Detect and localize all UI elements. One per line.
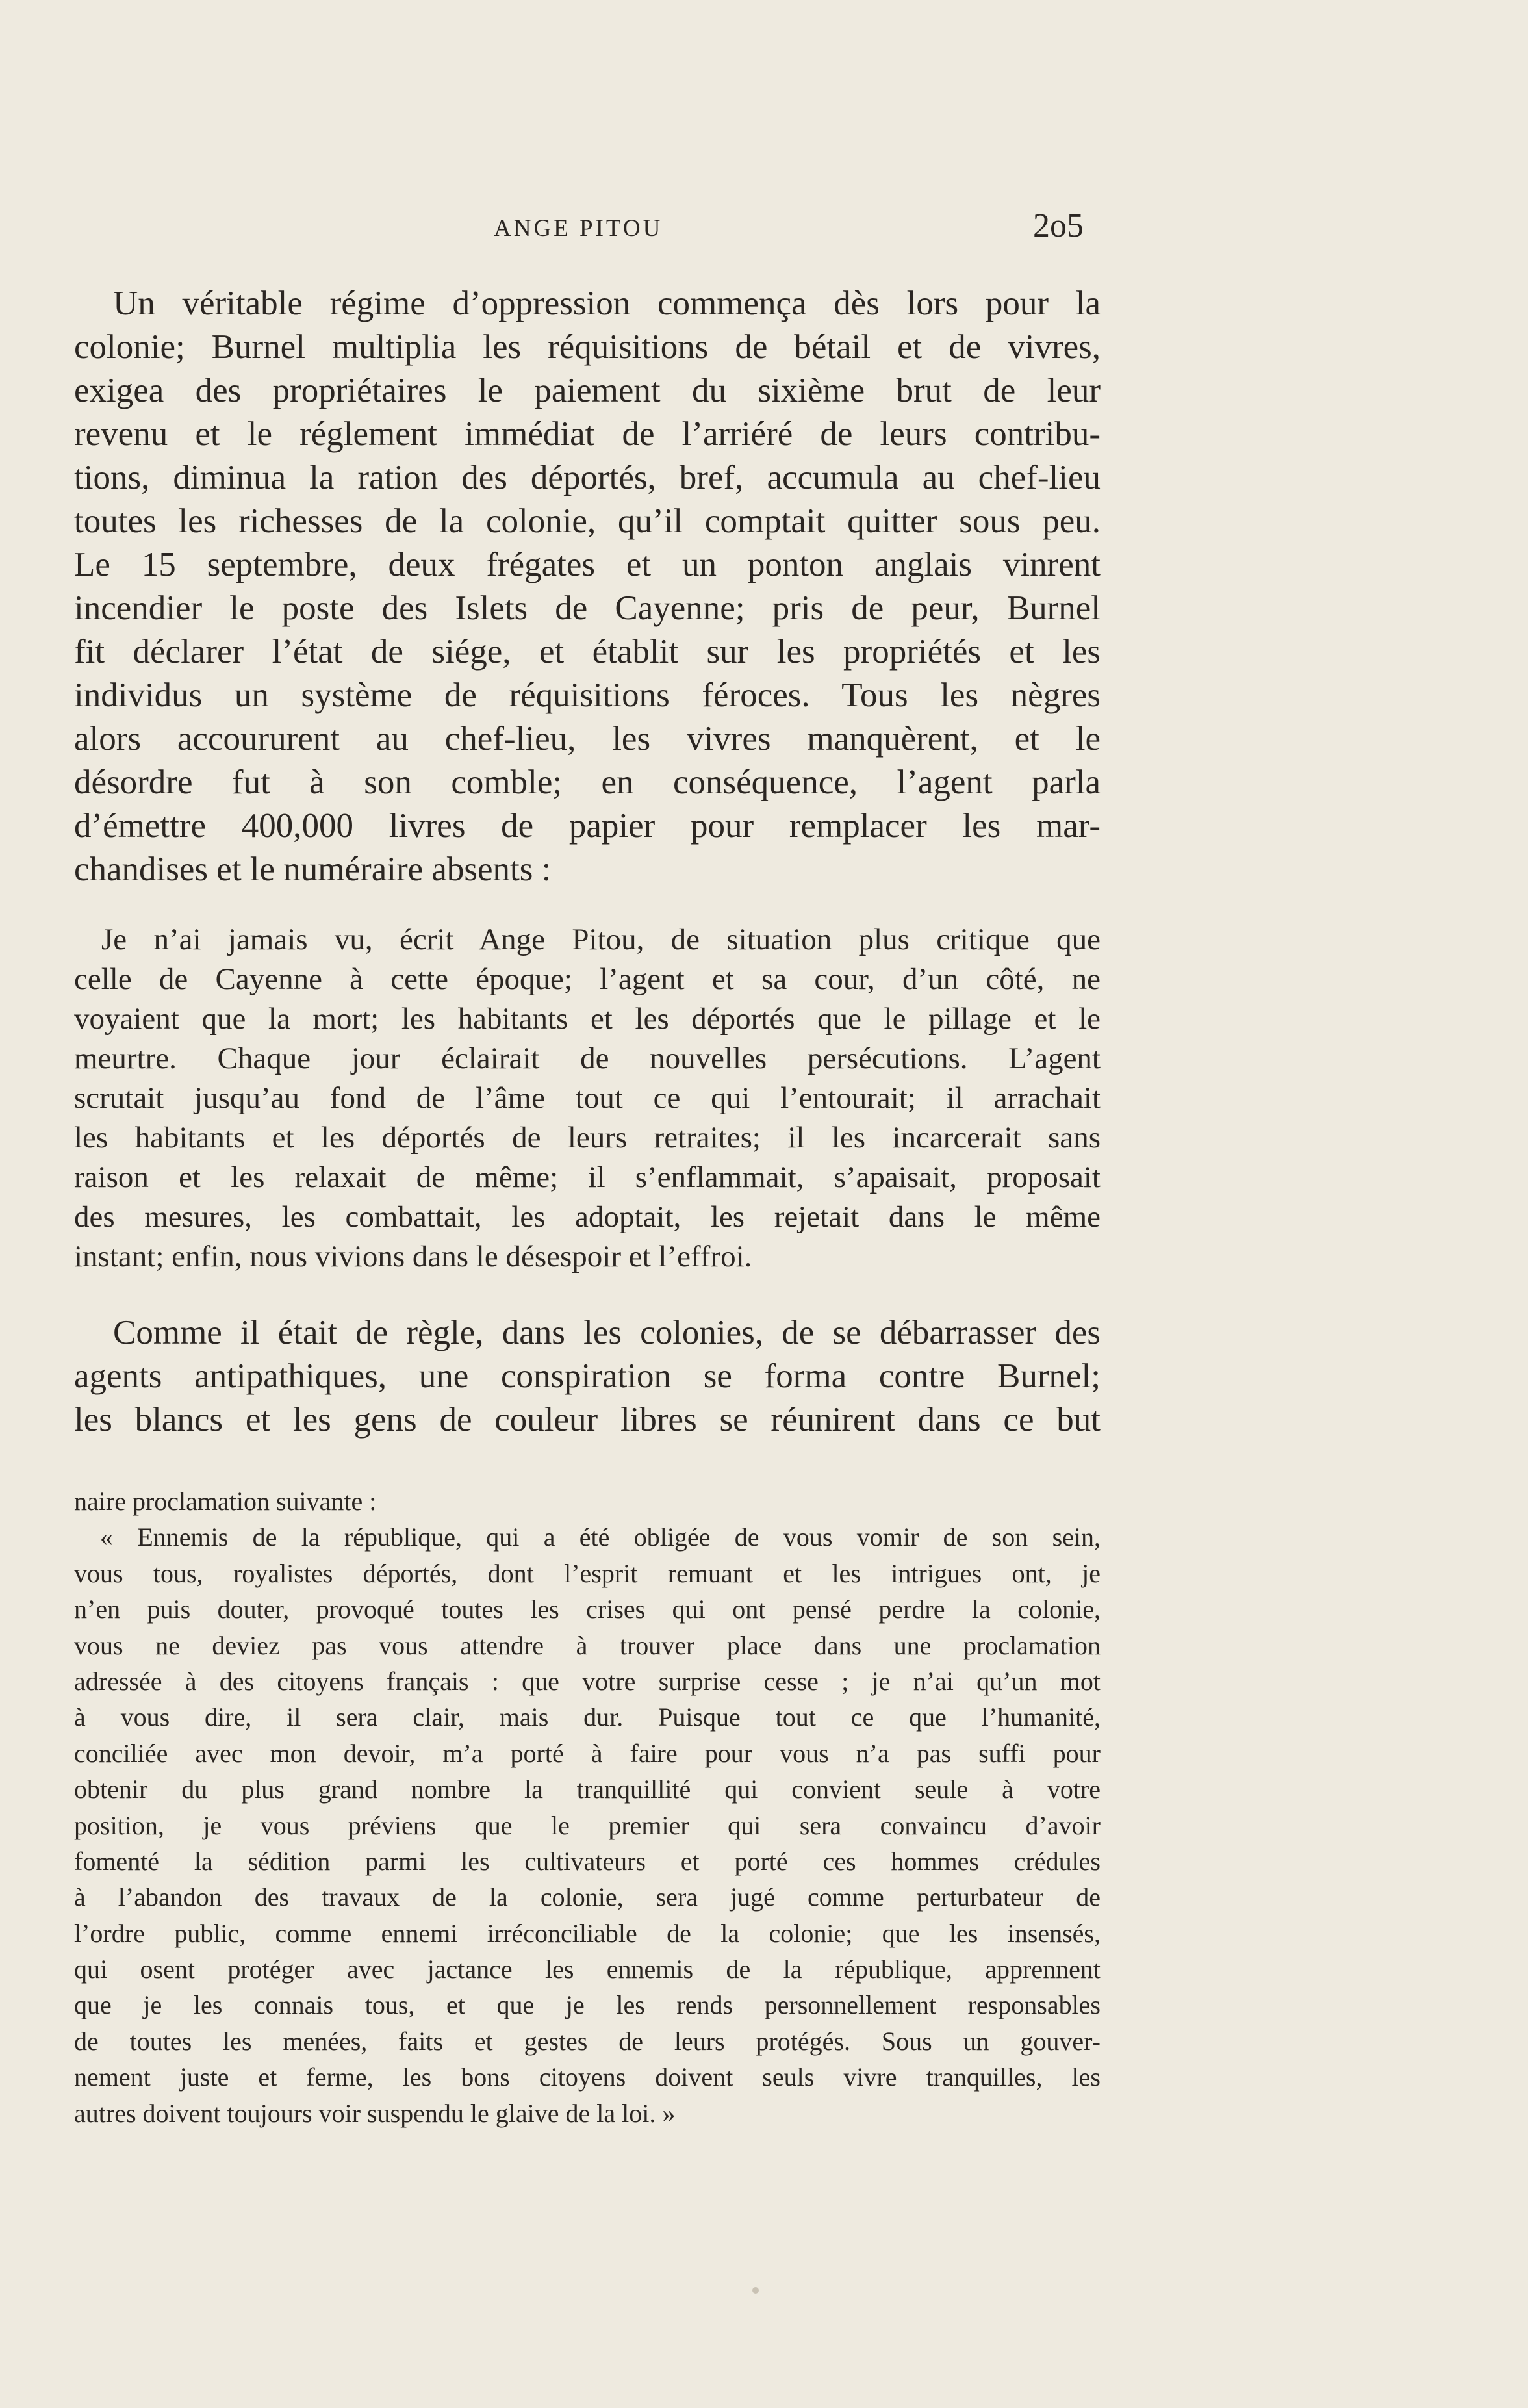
note-line: l’ordre public, comme ennemi irréconciliable de la colonie; que les insensés, <box>74 1918 1101 1948</box>
text-line: Comme il était de règle, dans les colonies, de se débarrasser des <box>113 1314 1101 1351</box>
note-line: nement juste et ferme, les bons citoyens doivent seuls vivre tranquilles, les <box>74 2062 1101 2092</box>
text-line: agents antipathiques, une conspiration se forma contre Burnel; <box>74 1357 1101 1395</box>
paragraph-conspiration <box>74 1311 1101 1442</box>
note-line: vous tous, royalistes déportés, dont l’esprit remuant et les intrigues ont, je <box>74 1558 1101 1588</box>
quote-line: Je n’ai jamais vu, écrit Ange Pitou, de situation plus critique que <box>101 923 1101 956</box>
note-line: adressée à des citoyens français : que votre surprise cesse ; je n’ai qu’un mot <box>74 1666 1101 1696</box>
quote-line: raison et les relaxait de même; il s’enflammait, s’apaisait, proposait <box>74 1160 1101 1194</box>
text-line: Un véritable régime d’oppression commença dès lors pour la <box>113 285 1101 322</box>
note-line: qui osent protéger avec jactance les ennemis de la république, apprennent <box>74 1954 1101 1984</box>
quote-line: scrutait jusqu’au fond de l’âme tout ce qui l’entourait; il arrachait <box>74 1081 1101 1115</box>
text-line: toutes les richesses de la colonie, qu’il comptait quitter sous peu. <box>74 502 1101 540</box>
quote-line: meurtre. Chaque jour éclairait de nouvelles persécutions. L’agent <box>74 1042 1101 1075</box>
quote-line: celle de Cayenne à cette époque; l’agent et sa cour, d’un côté, ne <box>74 962 1101 996</box>
note-line: n’en puis douter, provoqué toutes les crises qui ont pensé perdre la colonie, <box>74 1595 1101 1624</box>
text-line: chandises et le numéraire absents : <box>74 851 552 888</box>
footnote-proclamation <box>74 1483 1101 2131</box>
text-line: d’émettre 400,000 livres de papier pour remplacer les mar- <box>74 807 1101 845</box>
quoted-passage <box>74 920 1101 1277</box>
note-line: fomenté la sédition parmi les cultivateurs et porté ces hommes crédules <box>74 1846 1101 1876</box>
text-line: les blancs et les gens de couleur libres se réunirent dans ce but <box>74 1401 1101 1439</box>
note-line: à vous dire, il sera clair, mais dur. Puisque tout ce que l’humanité, <box>74 1702 1101 1732</box>
text-line: colonie; Burnel multiplia les réquisitions de bétail et de vivres, <box>74 328 1101 366</box>
note-line: conciliée avec mon devoir, m’a porté à faire pour vous n’a pas suffi pour <box>74 1738 1101 1768</box>
paper-speck <box>752 2287 759 2294</box>
text-line: Le 15 septembre, deux frégates et un ponton anglais vinrent <box>74 546 1101 583</box>
text-line: fit déclarer l’état de siége, et établit sur les propriétés et les <box>74 633 1101 671</box>
quote-line: voyaient que la mort; les habitants et les déportés que le pillage et le <box>74 1002 1101 1036</box>
note-line: position, je vous préviens que le premier qui sera convaincu d’avoir <box>74 1810 1101 1840</box>
quote-line: les habitants et les déportés de leurs retraites; il les incarcerait sans <box>74 1121 1101 1155</box>
text-line: revenu et le réglement immédiat de l’arriéré de leurs contribu- <box>74 415 1101 453</box>
note-line: de toutes les menées, faits et gestes de leurs protégés. Sous un gouver- <box>74 2026 1101 2056</box>
running-head: ANGE PITOU <box>494 215 663 242</box>
text-line: alors accoururent au chef-lieu, les vivres manquèrent, et le <box>74 720 1101 758</box>
note-line: à l’abandon des travaux de la colonie, sera jugé comme perturbateur de <box>74 1882 1101 1912</box>
quote-line: des mesures, les combattait, les adoptait, les rejetait dans le même <box>74 1200 1101 1234</box>
note-line: obtenir du plus grand nombre la tranquillité qui convient seule à votre <box>74 1774 1101 1804</box>
note-line: autres doivent toujours voir suspendu le glaive de la loi. » <box>74 2098 676 2128</box>
note-line: vous ne deviez pas vous attendre à trouver place dans une proclamation <box>74 1630 1101 1660</box>
quote-line: instant; enfin, nous vivions dans le désespoir et l’effroi. <box>74 1240 752 1274</box>
note-line: « Ennemis de la république, qui a été obligée de vous vomir de son sein, <box>100 1522 1101 1552</box>
text-line: exigea des propriétaires le paiement du sixième brut de leur <box>74 372 1101 409</box>
note-line: naire proclamation suivante : <box>74 1487 377 1516</box>
paragraph-oppression <box>74 282 1101 891</box>
note-line: que je les connais tous, et que je les rends personnellement responsables <box>74 1990 1101 2020</box>
page-number: 2o5 <box>1033 207 1084 244</box>
text-line: désordre fut à son comble; en conséquence, l’agent parla <box>74 763 1101 801</box>
text-line: tions, diminua la ration des déportés, bref, accumula au chef-lieu <box>74 459 1101 496</box>
text-line: incendier le poste des Islets de Cayenne; pris de peur, Burnel <box>74 589 1101 627</box>
text-line: individus un système de réquisitions féroces. Tous les nègres <box>74 676 1101 714</box>
